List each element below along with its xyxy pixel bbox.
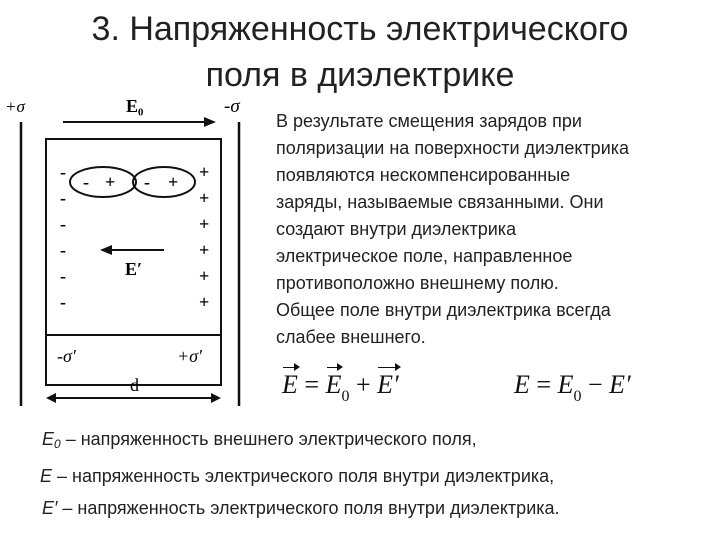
thickness-arrowhead-right xyxy=(211,393,221,403)
title-line-2: поля в диэлектрике xyxy=(205,56,515,94)
minus-sigma-label: -σ xyxy=(224,96,240,117)
paragraph-line: поляризации на поверхности диэлектрика xyxy=(276,138,630,158)
formula-operator: = xyxy=(297,370,326,399)
definition-e0 xyxy=(22,423,560,460)
surface-charge: - xyxy=(60,292,66,312)
right-bound-charge-label: +σ′ xyxy=(177,346,202,366)
dipole-1-minus: - xyxy=(83,172,89,192)
paragraph-line: В результате смещения зарядов при xyxy=(276,111,582,131)
formula-operator: = xyxy=(529,370,558,399)
definition-symbol: E xyxy=(42,429,55,449)
formula-term: E xyxy=(325,370,342,399)
definition-text: – напряженность внешнего электрического поля, xyxy=(60,429,477,449)
definition-e-prime xyxy=(22,492,560,524)
paragraph-line: электрическое поле, направленное xyxy=(276,246,573,266)
formula-term: E′ xyxy=(609,370,631,399)
surface-charge: - xyxy=(60,162,66,182)
dipole-1 xyxy=(70,167,136,197)
surface-charge: - xyxy=(60,188,66,208)
dipole-2-minus: - xyxy=(144,172,150,192)
paragraph-line: противоположно внешнему полю. xyxy=(276,273,559,293)
formula-subscript: 0 xyxy=(341,388,350,405)
plus-sigma-label: +σ xyxy=(5,97,25,116)
formula-term: E′ xyxy=(377,370,399,399)
surface-charge: - xyxy=(60,266,66,286)
e0-arrowhead xyxy=(204,117,216,127)
dipole-2 xyxy=(133,167,195,197)
surface-charge: + xyxy=(199,188,210,208)
definition-symbol: E′ xyxy=(42,498,58,518)
e-prime-label: E′ xyxy=(125,259,143,279)
formula-operator: − xyxy=(581,370,610,399)
explanation-paragraph xyxy=(276,108,716,351)
surface-charge: + xyxy=(199,266,210,286)
definition-symbol: E xyxy=(40,466,53,486)
formula-term: E xyxy=(514,370,530,399)
paragraph-line: Общее поле внутри диэлектрика всегда xyxy=(276,300,611,320)
surface-charge: - xyxy=(60,214,66,234)
surface-charge: + xyxy=(199,162,210,182)
dipole-1-plus: + xyxy=(105,172,116,192)
e0-label: E₀ xyxy=(126,96,144,116)
definition-text: – напряженность электрического поля внутри диэлектрика, xyxy=(52,466,555,486)
surface-charge: + xyxy=(199,292,210,312)
paragraph-line: создают внутри диэлектрика xyxy=(276,219,517,239)
surface-charge: - xyxy=(60,240,66,260)
surface-charge: + xyxy=(199,240,210,260)
e-prime-arrowhead xyxy=(100,245,112,255)
definition-e xyxy=(22,460,560,492)
right-surface-charges xyxy=(199,162,209,312)
vector-formula xyxy=(282,370,399,406)
formula-term: E xyxy=(557,370,574,399)
thickness-label: d xyxy=(130,375,139,395)
page-title xyxy=(0,6,720,98)
definitions-list xyxy=(22,423,560,524)
dielectric-diagram xyxy=(0,95,270,415)
paragraph-line: слабее внешнего. xyxy=(276,327,426,347)
formula-subscript: 0 xyxy=(573,388,582,405)
definition-subscript: 0 xyxy=(54,437,61,451)
scalar-formula xyxy=(514,370,631,406)
dipole-2-plus: + xyxy=(168,172,179,192)
left-surface-charges xyxy=(60,162,66,312)
surface-charge: + xyxy=(199,214,210,234)
thickness-arrowhead-left xyxy=(46,393,56,403)
left-bound-charge-label: -σ′ xyxy=(57,346,76,366)
formula-operator: + xyxy=(349,370,378,399)
formula-term: E xyxy=(282,370,298,399)
definition-text: – напряженность электрического поля внутри диэлектрика. xyxy=(57,498,560,518)
paragraph-line: появляются нескомпенсированные xyxy=(276,165,571,185)
paragraph-line: заряды, называемые связанными. Они xyxy=(276,192,604,212)
title-line-1: 3. Напряженность электрического xyxy=(91,10,629,48)
